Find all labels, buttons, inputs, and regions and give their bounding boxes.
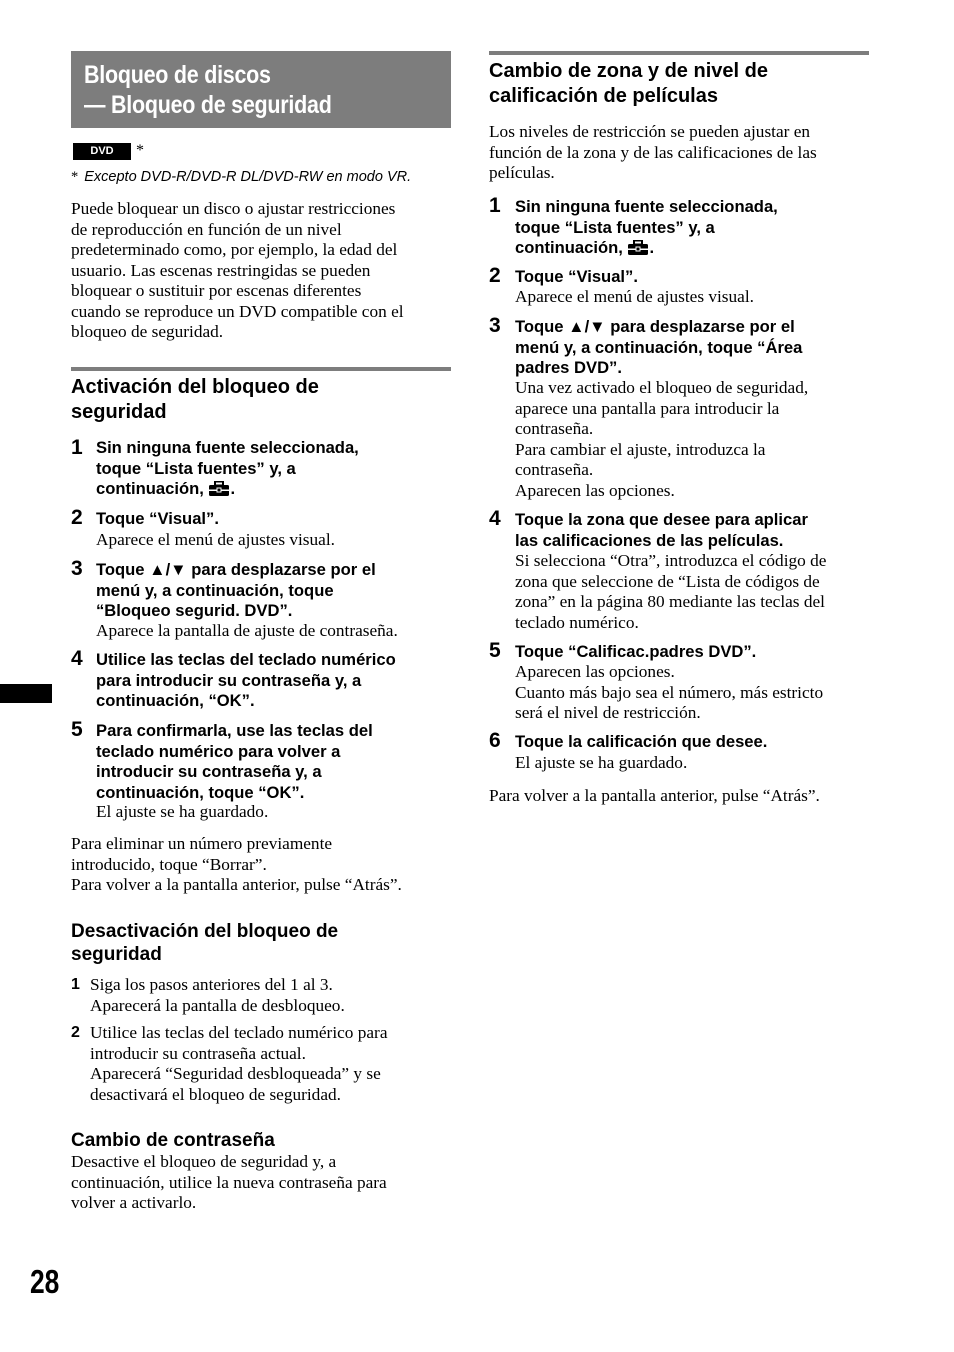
note-line: Para eliminar un número previamente bbox=[71, 834, 333, 853]
note-line: Cuanto más bajo sea el número, más estricto bbox=[515, 682, 824, 702]
activation-step-1 bbox=[96, 438, 359, 503]
intro-line: bloqueo de seguridad. bbox=[71, 322, 224, 341]
footnote-mark: * bbox=[71, 169, 79, 185]
step-number: 6 bbox=[489, 729, 501, 752]
substep-text: Aparecerá “Seguridad desbloqueada” y se bbox=[90, 1064, 381, 1083]
step-number: 4 bbox=[71, 647, 83, 670]
note-line: Para cambiar el ajuste, introduzca la bbox=[515, 439, 766, 459]
step-text: . bbox=[649, 238, 655, 257]
paragraph-line: películas. bbox=[489, 163, 555, 182]
step-number: 5 bbox=[71, 718, 83, 741]
step-text: continuación, bbox=[96, 479, 204, 498]
password-change-heading: Cambio de contraseña bbox=[71, 1130, 275, 1151]
activation-step-2 bbox=[96, 509, 219, 530]
area-change-heading-line: Cambio de zona y de nivel de bbox=[489, 60, 768, 82]
deactivation-step-2 bbox=[90, 1023, 388, 1105]
substep-number: 2 bbox=[71, 1024, 80, 1041]
step-number: 3 bbox=[71, 557, 83, 580]
step-text: Toque “Visual”. bbox=[96, 509, 219, 528]
area-step-6: Toque la calificación que desee. bbox=[515, 732, 768, 751]
step-number: 1 bbox=[71, 436, 83, 459]
step-number: 2 bbox=[489, 264, 501, 287]
area-step-5: Toque “Calificac.padres DVD”. bbox=[515, 642, 757, 661]
password-change-text bbox=[71, 1152, 387, 1214]
step-note: El ajuste se ha guardado. bbox=[96, 802, 269, 821]
step-note: Aparece el menú de ajustes visual. bbox=[96, 530, 335, 549]
step-number: 2 bbox=[71, 506, 83, 529]
activation-step-5 bbox=[96, 721, 373, 803]
activation-step-3 bbox=[96, 560, 376, 622]
footnote-text: Excepto DVD-R/DVD-R DL/DVD-RW en modo VR. bbox=[84, 169, 412, 185]
note-line: Una vez activado el bloqueo de seguridad, bbox=[515, 378, 809, 397]
step-text: . bbox=[230, 479, 236, 498]
intro-line: predeterminado como, por ejemplo, la edad del bbox=[71, 240, 398, 259]
note-line: Para volver a la pantalla anterior, pulse “Atrás”. bbox=[71, 875, 402, 894]
step-number: 4 bbox=[489, 507, 501, 530]
page-number: 28 bbox=[30, 1263, 60, 1300]
substep-text: Aparecerá la pantalla de desbloqueo. bbox=[90, 995, 345, 1015]
area-change-heading bbox=[489, 59, 768, 109]
page-title bbox=[71, 51, 451, 128]
step-text: “Bloqueo segurid. DVD”. bbox=[96, 601, 293, 620]
substep-text: desactivará el bloqueo de seguridad. bbox=[90, 1084, 341, 1104]
step-text: las calificaciones de las películas. bbox=[515, 530, 784, 550]
note-line: zona” en la página 80 mediante las teclas del bbox=[515, 592, 825, 611]
note-line: será el nivel de restricción. bbox=[515, 703, 701, 722]
note-line: Aparecen las opciones. bbox=[515, 662, 675, 681]
step-note bbox=[515, 662, 823, 724]
activation-heading bbox=[71, 375, 319, 425]
step-number: 3 bbox=[489, 314, 501, 337]
step-note: Aparece la pantalla de ajuste de contraseña. bbox=[96, 621, 398, 640]
step-text: toque “Lista fuentes” y, a bbox=[515, 217, 715, 237]
step-note bbox=[515, 551, 826, 633]
step-text: introducir su contraseña y, a bbox=[96, 762, 322, 781]
substep-text: Utilice las teclas del teclado numérico para bbox=[90, 1023, 388, 1042]
area-step-2: Toque “Visual”. bbox=[515, 267, 638, 286]
paragraph-line: Los niveles de restricción se pueden ajustar en bbox=[489, 122, 811, 141]
toolbox-icon bbox=[627, 240, 649, 262]
step-text: Toque la zona que desee para aplicar bbox=[515, 510, 808, 529]
intro-line: de reproducción en función de un nivel bbox=[71, 219, 342, 239]
intro-paragraph bbox=[71, 199, 404, 343]
step-text: continuación, “OK”. bbox=[96, 691, 255, 710]
note-line: zona que seleccione de “Lista de códigos de bbox=[515, 571, 820, 591]
activation-heading-line: seguridad bbox=[71, 401, 167, 423]
step-text: Para confirmarla, use las teclas del bbox=[96, 721, 373, 740]
area-step-3 bbox=[515, 317, 802, 379]
activation-heading-line: Activación del bloqueo de bbox=[71, 376, 319, 398]
note-line: Si selecciona “Otra”, introduzca el código de bbox=[515, 551, 827, 570]
paragraph-line: función de la zona y de las calificaciones de las bbox=[489, 142, 817, 162]
dvd-badge: DVD bbox=[73, 143, 131, 160]
note-line: aparece una pantalla para introducir la bbox=[515, 398, 780, 418]
activation-step-4 bbox=[96, 650, 396, 712]
page-title-line1: Bloqueo de discos bbox=[84, 61, 271, 89]
intro-line: bloquear o sustituir por escenas diferentes bbox=[71, 281, 362, 300]
step-text: Utilice las teclas del teclado numérico bbox=[96, 650, 396, 669]
step-text: Toque ▲/▼ para desplazarse por el bbox=[515, 317, 795, 336]
note-line: introducido, toque “Borrar”. bbox=[71, 854, 267, 874]
step-note: Aparece el menú de ajustes visual. bbox=[515, 287, 754, 306]
badge-asterisk: * bbox=[136, 142, 144, 159]
area-change-note: Para volver a la pantalla anterior, pulse “Atrás”. bbox=[489, 786, 820, 805]
step-text: continuación, toque “OK”. bbox=[96, 782, 305, 802]
deactivation-heading-line: seguridad bbox=[71, 944, 162, 965]
substep-text: Siga los pasos anteriores del 1 al 3. bbox=[90, 975, 333, 994]
deactivation-step-1 bbox=[90, 975, 345, 1016]
step-text: padres DVD”. bbox=[515, 358, 622, 377]
step-text: Sin ninguna fuente seleccionada, bbox=[515, 197, 778, 216]
step-note: El ajuste se ha guardado. bbox=[515, 753, 688, 772]
area-change-intro bbox=[489, 122, 817, 184]
toolbox-icon bbox=[208, 481, 230, 503]
activation-notes bbox=[71, 834, 402, 896]
step-number: 1 bbox=[489, 194, 501, 217]
step-text: menú y, a continuación, toque bbox=[96, 580, 334, 600]
page-title-line2: — Bloqueo de seguridad bbox=[84, 91, 332, 119]
note-line: teclado numérico. bbox=[515, 612, 639, 632]
step-text: Sin ninguna fuente seleccionada, bbox=[96, 438, 359, 457]
step-text: teclado numérico para volver a bbox=[96, 741, 341, 761]
step-text: continuación, bbox=[515, 238, 623, 257]
note-line: contraseña. bbox=[515, 460, 594, 479]
section-rule bbox=[489, 51, 869, 55]
deactivation-heading bbox=[71, 920, 338, 966]
area-step-4 bbox=[515, 510, 808, 551]
intro-line: usuario. Las escenas restringidas se pueden bbox=[71, 260, 371, 280]
substep-number: 1 bbox=[71, 976, 80, 993]
area-step-1 bbox=[515, 197, 778, 262]
intro-line: Puede bloquear un disco o ajustar restricciones bbox=[71, 199, 396, 218]
step-text: para introducir su contraseña y, a bbox=[96, 670, 362, 690]
substep-text: introducir su contraseña actual. bbox=[90, 1043, 306, 1063]
step-text: Toque ▲/▼ para desplazarse por el bbox=[96, 560, 376, 579]
note-line: contraseña. bbox=[515, 419, 594, 438]
footnote bbox=[71, 168, 411, 186]
step-note bbox=[515, 378, 808, 501]
area-change-heading-line: calificación de películas bbox=[489, 85, 718, 107]
deactivation-heading-line: Desactivación del bloqueo de bbox=[71, 921, 339, 942]
section-rule bbox=[71, 367, 451, 371]
step-number: 5 bbox=[489, 639, 501, 662]
paragraph-line: continuación, utilice la nueva contraseña para bbox=[71, 1172, 387, 1192]
section-tab-marker bbox=[0, 684, 52, 703]
paragraph-line: volver a activarlo. bbox=[71, 1193, 197, 1212]
step-text: menú y, a continuación, toque “Área bbox=[515, 337, 803, 357]
paragraph-line: Desactive el bloqueo de seguridad y, a bbox=[71, 1152, 337, 1171]
note-line: Aparecen las opciones. bbox=[515, 480, 675, 500]
step-text: toque “Lista fuentes” y, a bbox=[96, 458, 296, 478]
intro-line: cuando se reproduce un DVD compatible con el bbox=[71, 301, 404, 321]
